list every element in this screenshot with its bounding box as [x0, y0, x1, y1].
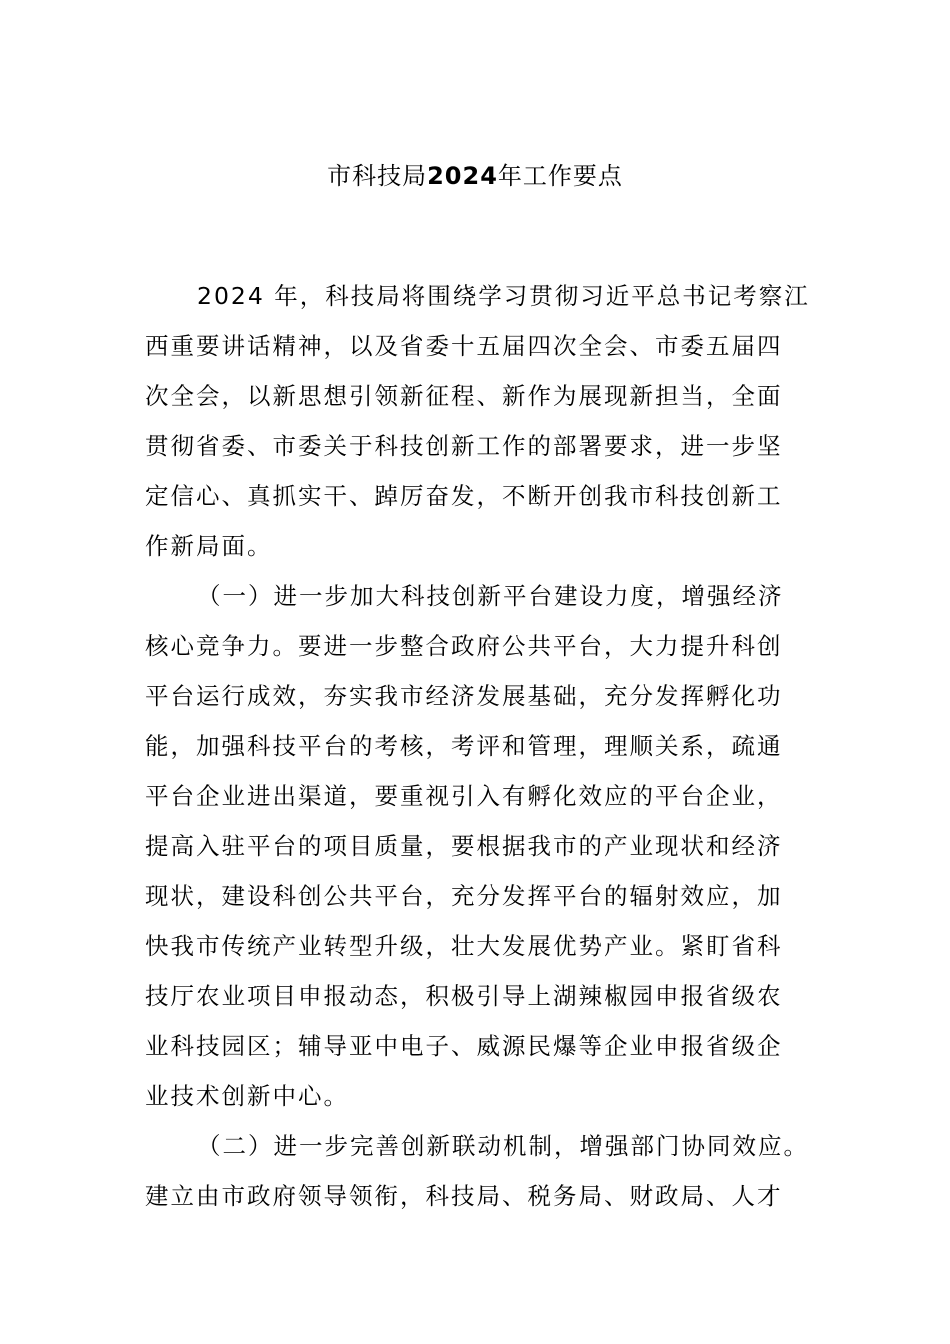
paragraph-line: 平台运行成效，夯实我市经济发展基础，充分发挥孵化功: [145, 682, 783, 710]
title-year: 2024: [427, 162, 498, 190]
paragraph-line: 现状，建设科创公共平台，充分发挥平台的辐射效应，加: [145, 882, 783, 910]
document-title: [0, 158, 950, 194]
paragraph-line: 2024 年，科技局将围绕学习贯彻习近平总书记考察江: [197, 282, 810, 310]
paragraph-line: 建立由市政府领导领衔，科技局、税务局、财政局、人才: [145, 1182, 783, 1210]
paragraph-line: （一）进一步加大科技创新平台建设力度，增强经济: [197, 582, 784, 610]
paragraph-line: （二）进一步完善创新联动机制，增强部门协同效应。: [197, 1132, 809, 1160]
paragraph-line: 平台企业进出渠道，要重视引入有孵化效应的平台企业，: [145, 782, 783, 810]
paragraph-line: 提高入驻平台的项目质量，要根据我市的产业现状和经济: [145, 832, 783, 860]
paragraph-line: 快我市传统产业转型升级，壮大发展优势产业。紧盯省科: [145, 932, 783, 960]
document-body: [145, 271, 825, 1221]
paragraph-line: 技厅农业项目申报动态，积极引导上湖辣椒园申报省级农: [145, 982, 783, 1010]
paragraph-line: 西重要讲话精神，以及省委十五届四次全会、市委五届四: [145, 332, 783, 360]
paragraph-line: 贯彻省委、市委关于科技创新工作的部署要求，进一步坚: [145, 432, 783, 460]
paragraph-line: 作新局面。: [145, 532, 273, 560]
paragraph-line: 定信心、真抓实干、踔厉奋发，不断开创我市科技创新工: [145, 482, 783, 510]
title-prefix: 市科技局: [327, 162, 428, 190]
paragraph-line: 核心竞争力。要进一步整合政府公共平台，大力提升科创: [145, 632, 783, 660]
paragraph-line: 能，加强科技平台的考核，考评和管理，理顺关系，疏通: [145, 732, 783, 760]
paragraph-line: 次全会，以新思想引领新征程、新作为展现新担当，全面: [145, 382, 783, 410]
title-suffix: 年工作要点: [497, 162, 623, 190]
paragraph-line: 业科技园区；辅导亚中电子、威源民爆等企业申报省级企: [145, 1032, 783, 1060]
paragraph-line: 业技术创新中心。: [145, 1082, 349, 1110]
